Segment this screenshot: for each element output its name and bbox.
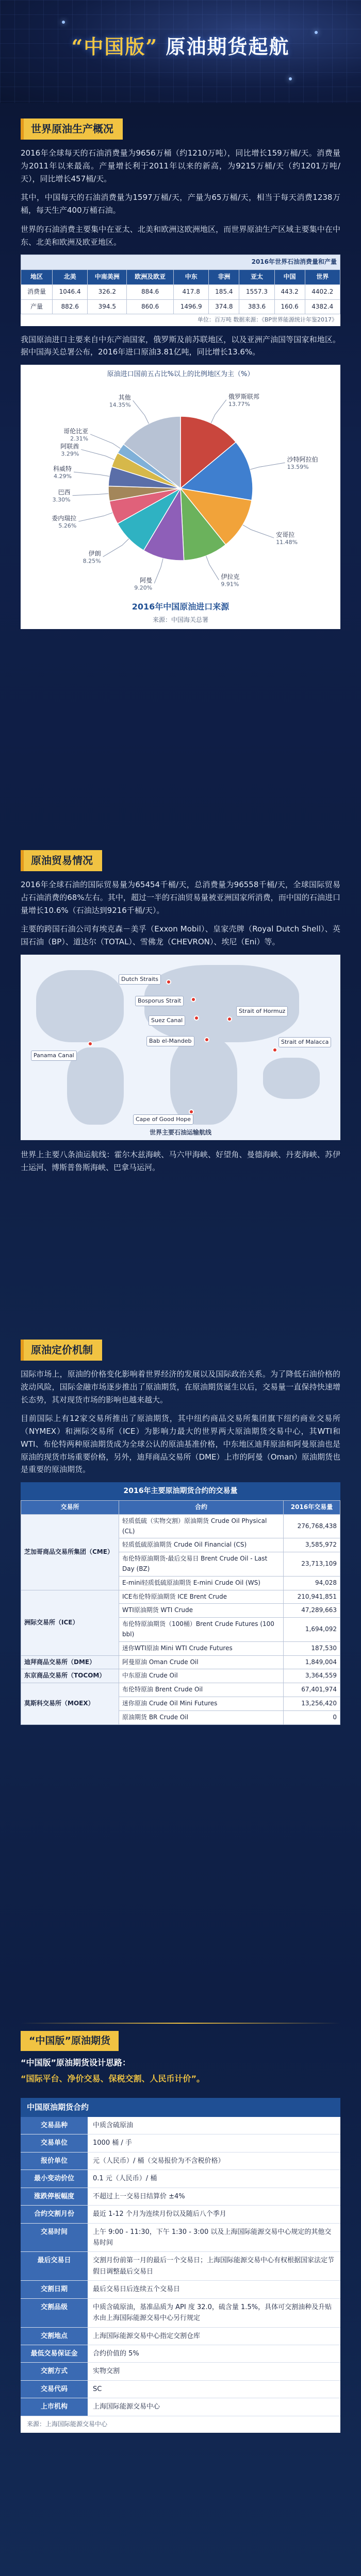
table-note: 单位：百万吨 数据来源：《BP世界能源统计年鉴2017》 (21, 314, 340, 326)
paragraph: 其中，中国每天的石油消费量为1597万桶/天，产量为65万桶/天，相当于每天消费1238万桶，每天生产400万桶石油。 (21, 193, 340, 215)
table-row (21, 1669, 340, 1683)
map-caption: 世界主要石油运输航线 (149, 1128, 211, 1136)
table-cell: 326.2 (88, 284, 127, 299)
table-title: 2016年主要原油期货合约的交易量 (21, 1482, 340, 1500)
subheading: “中国版”原油期货设计思路： (21, 2058, 131, 2068)
section-production (21, 118, 340, 629)
spec-key: 交割品级 (21, 2298, 88, 2327)
table-cell: 860.6 (127, 299, 174, 314)
spec-key: 交易品种 (21, 2117, 88, 2134)
spec-key: 交割日期 (21, 2281, 88, 2298)
contract-cell: 阿曼原油 Oman Crude Oil (119, 1655, 284, 1669)
table-cell: 185.4 (209, 284, 239, 299)
table-row (21, 299, 340, 314)
spec-value: 实物交割 (88, 2363, 340, 2380)
route-label: Cape of Good Hope (133, 1114, 193, 1125)
route-label: Panama Canal (31, 1050, 77, 1061)
leader-line (103, 538, 129, 556)
leader-line (90, 434, 120, 448)
volume-cell: 3,364,559 (284, 1669, 340, 1683)
section-heading: 世界原油生产概况 (21, 118, 123, 140)
slice-value: 3.30% (52, 496, 71, 503)
slice-value: 2.31% (70, 435, 89, 442)
spec-value: 最近 1-12 个月为连续月份以及随后八个季月 (88, 2206, 340, 2223)
volume-cell: 0 (284, 1710, 340, 1724)
spec-value: 中质含硫原油，基准品质为 API 度 32.0，硫含量 1.5%，具体可交割油种及升贴水由上海国际能源交易中心另行规定 (88, 2298, 340, 2327)
spec-row (21, 2281, 340, 2298)
table-cell: 884.6 (127, 284, 174, 299)
section-china-futures (21, 2020, 340, 2433)
table-row (21, 284, 340, 299)
spec-value: 不超过上一交易日结算价 ±4% (88, 2188, 340, 2205)
divider (21, 2023, 340, 2024)
table-cell: 160.6 (274, 299, 305, 314)
volume-cell: 187,530 (284, 1641, 340, 1655)
route-label: Bosporus Strait (135, 996, 184, 1006)
table-cell: 1496.9 (174, 299, 209, 314)
table-caption: 2016年世界石油消费量和产量 (21, 255, 340, 270)
table-row (21, 1655, 340, 1669)
slice-value: 4.29% (54, 472, 72, 480)
spec-value: 最后交易日后连续五个交易日 (88, 2281, 340, 2298)
section-heading: “中国版”原油期货 (21, 2031, 119, 2051)
column-header: 世界 (305, 270, 340, 285)
leader-line (74, 472, 109, 476)
land-shape (36, 970, 124, 1042)
column-header: 亚太 (239, 270, 274, 285)
spark-icon (289, 77, 292, 80)
spec-row (21, 2345, 340, 2363)
route-marker (204, 1037, 209, 1042)
section-heading: 原油贸易情况 (21, 850, 102, 871)
volume-cell: 276,768,438 (284, 1514, 340, 1538)
table-cell: 443.2 (274, 284, 305, 299)
section-heading: 原油定价机制 (21, 1340, 102, 1361)
contract-cell: 迷你原油 Crude Oil Mini Futures (119, 1697, 284, 1711)
spec-key: 交易单位 (21, 2134, 88, 2152)
spec-key: 最后交易日 (21, 2252, 88, 2281)
pie-chart (21, 380, 340, 597)
exchange-cell: 东京商品交易所（TOCOM） (21, 1669, 119, 1683)
route-marker (189, 1109, 194, 1114)
exchange-cell: 洲际交易所（ICE） (21, 1590, 119, 1655)
spec-value: 中质含硫原油 (88, 2117, 340, 2134)
table-cell: 882.6 (52, 299, 87, 314)
slice-label: 俄罗斯联邦 (228, 393, 259, 400)
slice-label: 委内瑞拉 (52, 514, 77, 522)
table-cell: 产量 (21, 299, 53, 314)
slice-value: 9.91% (221, 581, 239, 588)
spec-key: 最小变动价位 (21, 2170, 88, 2188)
column-header: 地区 (21, 270, 53, 285)
leader-line (250, 463, 285, 469)
leader-line (206, 555, 219, 580)
spec-value: 上午 9:00 - 11:30，下午 1:30 - 3:00 以及上海国际能源交易中心规定的其他交易时间 (88, 2223, 340, 2252)
route-marker (272, 1047, 277, 1053)
paragraph: 世界的石油消费主要集中在亚太、北美和欧洲这欧洲地区，而世界原油生产区域主要集中在中东、北美和欧洲及欧亚地区。 (21, 224, 340, 247)
spec-value: 1000 桶 / 手 (88, 2134, 340, 2152)
column-header: 合约 (119, 1501, 284, 1515)
spec-row (21, 2252, 340, 2281)
spec-row (21, 2117, 340, 2134)
spec-row (21, 2152, 340, 2170)
contract-cell: 原油期货 BR Crude Oil (119, 1710, 284, 1724)
route-label: Dutch Straits (119, 974, 161, 985)
table-title: 中国原油期货合约 (21, 2098, 340, 2117)
contract-cell: 轻质低硫原油期货 Crude Oil Financial (CS) (119, 1538, 284, 1552)
contract-cell: 中东原油 Crude Oil (119, 1669, 284, 1683)
slice-value: 11.48% (276, 538, 298, 546)
spec-value: 合约价值的 5% (88, 2345, 340, 2363)
table-cell: 消费量 (21, 284, 53, 299)
route-marker (191, 997, 196, 1002)
contract-cell: 轻质低硫（实物交割）原油期货 Crude Oil Physical (CL) (119, 1514, 284, 1538)
volume-cell: 67,401,974 (284, 1683, 340, 1697)
table-row (21, 1514, 340, 1538)
land-shape (170, 1037, 237, 1125)
spec-key: 交易代码 (21, 2380, 88, 2398)
leader-line (243, 524, 274, 537)
paragraph: 2016年全球每天的石油消费量为9656万桶（约1210万吨），同比增长159万桶/天。消费量为2011年以来最高。产量增长利于2011年以来的新高，为9215万桶/天（约1201万吨/天），同比增长457桶/天。 (21, 148, 340, 183)
table-cell: 4402.2 (305, 284, 340, 299)
spec-key: 涨跌停板幅度 (21, 2188, 88, 2205)
page-title: “中国版” 原油期货起航 (71, 35, 290, 58)
spec-row (21, 2223, 340, 2252)
volume-cell: 1,694,092 (284, 1618, 340, 1642)
exchange-cell: 芝加哥商品交易所集团（CME） (21, 1514, 119, 1590)
contract-cell: 迷你WTI原油 Mini WTI Crude Futures (119, 1641, 284, 1655)
slice-value: 13.77% (228, 400, 250, 408)
spec-value: 元（人民币）/ 桶（交易报价为不含税价格） (88, 2152, 340, 2170)
paragraph: 2016年全球石油的国际贸易量为65454千桶/天，总消费量为96558千桶/天，全球国际贸易占石油消费的68%左右。其中，超过一半的石油贸易量被亚洲国家所消费，而中国的石油进口量增长10.6%（石油达到9216千桶/天）。 (21, 880, 340, 915)
table-row (21, 1683, 340, 1697)
pie-chart-block (21, 365, 340, 629)
leader-line (81, 449, 114, 460)
slice-label: 伊拉克 (221, 573, 240, 581)
spec-row (21, 2363, 340, 2380)
paragraph: 目前国际上有12家交易所推出了原油期货，其中纽约商品交易所集团旗下纽约商业交易所（NYMEX）和洲际交易所（ICE）为影响力最大的世界两大原油期货交易中心，其WTI和WTI、布伦特两种原油期货成为全球公认的原油基准价格，中东地区迪拜原油和阿曼原油也是原油的现货市场重要价格，另外，迪拜商品交易所（DME）上市的阿曼（Oman）原油期货也是重要的原油期货。 (21, 1414, 340, 1475)
column-header: 中国 (274, 270, 305, 285)
column-header: 欧洲及欧亚 (127, 270, 174, 285)
volume-cell: 23,713,109 (284, 1552, 340, 1577)
volume-cell: 47,289,663 (284, 1604, 340, 1618)
spec-key: 交割地点 (21, 2327, 88, 2345)
exchange-cell: 莫斯科交易所（MOEX） (21, 1683, 119, 1724)
route-map (21, 955, 340, 1140)
spec-row (21, 2298, 340, 2327)
route-label: Suez Canal (149, 1015, 185, 1026)
contract-cell: 布伦特原油 Brent Crude Oil (119, 1683, 284, 1697)
column-header: 北美 (52, 270, 87, 285)
paragraph: 主要的跨国石油公司有埃克森－美孚（Exxon Mobil）、皇家壳牌（Royal Dutch Shell）、英国石油（BP）、道达尔（TOTAL）、雪佛龙（CHEVRON）、埃尼（Eni）等。 (21, 924, 340, 946)
leader-line (133, 400, 149, 423)
spec-row (21, 2206, 340, 2223)
slice-label: 巴西 (58, 488, 71, 496)
consumption-table (21, 255, 340, 314)
spec-row (21, 2134, 340, 2152)
slice-value: 14.35% (109, 401, 131, 408)
slice-value: 5.26% (58, 522, 77, 529)
subheading: “国际平台、净价交易、保税交割、人民币计价”。 (21, 2073, 205, 2083)
table-cell: 417.8 (174, 284, 209, 299)
leader-line (78, 513, 112, 521)
spec-key: 最低交易保证金 (21, 2345, 88, 2363)
spec-key: 合约交割月份 (21, 2206, 88, 2223)
volume-cell: 1,849,004 (284, 1655, 340, 1669)
spec-row (21, 2380, 340, 2398)
section-trade (21, 850, 340, 1180)
slice-value: 3.29% (61, 450, 79, 457)
spec-value: 交割月份前第一月的最后一个交易日；上海国际能源交易中心有权根据国家法定节假日调整最后交易日 (88, 2252, 340, 2281)
table-cell: 1557.3 (239, 284, 274, 299)
chart-caption: 2016年中国原油进口来源 (132, 602, 229, 612)
table-source: 来源：上海国际能源交易中心 (27, 2420, 108, 2428)
route-marker (166, 979, 171, 985)
slice-label: 阿曼 (140, 576, 153, 584)
contracts-table-block (21, 1482, 340, 1725)
hero-banner (0, 0, 361, 103)
route-label: Strait of Malacca (278, 1037, 331, 1047)
contract-cell: 布伦特原油期货（100桶）Brent Crude Futures (100 bbl) (119, 1618, 284, 1642)
spark-icon (62, 21, 65, 24)
slice-value: 8.25% (83, 557, 101, 565)
route-marker (227, 1016, 232, 1022)
route-marker (88, 1041, 93, 1046)
slice-label: 哥伦比亚 (63, 427, 89, 435)
spec-value: 上海国际能源交易中心 (88, 2398, 340, 2416)
spec-value: 上海国际能源交易中心指定交割仓库 (88, 2327, 340, 2345)
spec-table-block (21, 2098, 340, 2432)
table-cell: 4382.4 (305, 299, 340, 314)
contract-cell: ICE布伦特原油期货 ICE Brent Crude (119, 1590, 284, 1604)
route-label: Strait of Hormuz (236, 1006, 288, 1016)
volume-cell: 94,028 (284, 1576, 340, 1590)
contract-cell: 布伦特原油期货-最后交易日 Brent Crude Oil - Last Day (BZ) (119, 1552, 284, 1577)
table-cell: 383.6 (239, 299, 274, 314)
contract-cell: E-mini轻质低硫原油期货 E-mini Crude Oil (WS) (119, 1576, 284, 1590)
slice-label: 伊朗 (88, 550, 101, 557)
volume-cell: 13,256,420 (284, 1697, 340, 1711)
slice-label: 阿联酋 (60, 442, 79, 450)
section-pricing (21, 1340, 340, 1725)
paragraph: 世界上主要八条油运航线：霍尔木兹海峡、马六甲海峡、好望角、曼德海峡、丹麦海峡、苏伊士运河、博斯普鲁斯海峡、巴拿马运河。 (21, 1149, 340, 1172)
consumption-table-block (21, 255, 340, 326)
slice-value: 13.59% (287, 463, 309, 470)
spec-row (21, 2170, 340, 2188)
spec-key: 交易时间 (21, 2223, 88, 2252)
table-cell: 394.5 (88, 299, 127, 314)
slice-label: 其他 (118, 393, 131, 401)
chart-source: 来源：中国海关总署 (152, 616, 208, 623)
exchange-cell: 迪拜商品交易所（DME） (21, 1655, 119, 1669)
slice-label: 科威特 (53, 465, 72, 472)
column-header: 2016年交易量 (284, 1501, 340, 1515)
spec-row (21, 2398, 340, 2416)
spec-table (21, 2117, 340, 2416)
spec-value: SC (88, 2380, 340, 2398)
spec-key: 上市机构 (21, 2398, 88, 2416)
table-cell: 1046.4 (52, 284, 87, 299)
slice-value: 9.20% (134, 584, 153, 591)
route-marker (194, 1015, 199, 1021)
slice-label: 安哥拉 (276, 531, 295, 538)
column-header: 中东 (174, 270, 209, 285)
contracts-table (21, 1500, 340, 1725)
paragraph: 我国原油进口主要来自中东产油国家，俄罗斯及前苏联地区，以及亚洲产油国等国家和地区。据中国海关总署公布，2016年进口原油3.81亿吨，同比增长13.6%。 (21, 334, 340, 357)
leader-line (154, 558, 163, 583)
table-row (21, 1590, 340, 1604)
spec-row (21, 2188, 340, 2205)
column-header: 非洲 (209, 270, 239, 285)
spec-key: 报价单位 (21, 2152, 88, 2170)
leader-line (73, 494, 109, 496)
chart-title: 原油进口国前五占比%以上的比例地区为主（%） (107, 370, 254, 379)
route-label: Bab el-Mandeb (146, 1036, 194, 1046)
volume-cell: 3,585,972 (284, 1538, 340, 1552)
spec-row (21, 2327, 340, 2345)
contract-cell: WTI原油期货 WTI Crude (119, 1604, 284, 1618)
table-cell: 374.8 (209, 299, 239, 314)
paragraph: 国际市场上，原油的价格变化影响着世界经济的发展以及国际政治关系。为了降低石油价格的波动风险，国际金融市场逐步推出了原油期货，在原油期货诞生以后，交易量一直保持快速增长态势，其对现货市场的影响也越来越大。 (21, 1369, 340, 1404)
column-header: 中南美洲 (88, 270, 127, 285)
spec-key: 交割方式 (21, 2363, 88, 2380)
land-shape (263, 1058, 320, 1099)
slice-label: 沙特阿拉伯 (287, 455, 318, 463)
leader-line (211, 399, 226, 422)
spec-value: 0.1 元（人民币）/ 桶 (88, 2170, 340, 2188)
column-header: 交易所 (21, 1501, 119, 1515)
volume-cell: 210,941,851 (284, 1590, 340, 1604)
